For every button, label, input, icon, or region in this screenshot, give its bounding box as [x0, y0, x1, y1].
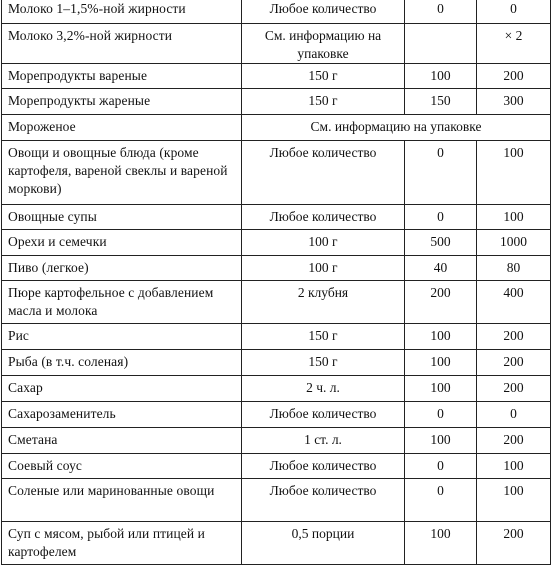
- amount-cell: Любое количество: [242, 453, 405, 478]
- value-cell: 0: [477, 0, 551, 23]
- table-row: [2, 427, 551, 453]
- product-name-cell: Молоко 1–1,5%-ной жирности: [2, 0, 242, 23]
- product-name-cell: Соевый соус: [2, 453, 242, 478]
- table-row: [2, 375, 551, 401]
- value-cell: 0: [405, 478, 477, 521]
- table-row: [2, 478, 551, 521]
- value-cell: 0: [405, 453, 477, 478]
- table-row: [2, 88, 551, 114]
- product-name-cell: Суп с мясом, рыбой или птицей и картофелем: [2, 521, 242, 564]
- amount-cell: Любое количество: [242, 140, 405, 204]
- amount-cell: 2 клубня: [242, 280, 405, 323]
- amount-cell: Любое количество: [242, 401, 405, 427]
- product-name-cell: Морепродукты жареные: [2, 88, 242, 114]
- table-row: [2, 323, 551, 349]
- amount-cell: 100 г: [242, 229, 405, 255]
- table-row: [2, 0, 551, 23]
- value-cell: 500: [405, 229, 477, 255]
- table-row: [2, 229, 551, 255]
- value-cell: 300: [477, 88, 551, 114]
- value-cell: 100: [405, 323, 477, 349]
- value-cell: 0: [477, 401, 551, 427]
- value-cell: 200: [477, 427, 551, 453]
- food-table: [1, 0, 551, 565]
- table-row: [2, 521, 551, 564]
- value-cell: 100: [405, 427, 477, 453]
- amount-cell: Любое количество: [242, 0, 405, 23]
- value-cell: 150: [405, 88, 477, 114]
- product-name-cell: Орехи и семечки: [2, 229, 242, 255]
- amount-cell: 150 г: [242, 323, 405, 349]
- amount-cell: 150 г: [242, 349, 405, 375]
- value-cell: 200: [477, 521, 551, 564]
- amount-cell: 0,5 порции: [242, 521, 405, 564]
- product-name-cell: Овощные супы: [2, 204, 242, 229]
- value-cell: 100: [477, 453, 551, 478]
- amount-cell: 150 г: [242, 88, 405, 114]
- value-cell: 100: [477, 204, 551, 229]
- table-row: [2, 140, 551, 204]
- product-name-cell: Сахар: [2, 375, 242, 401]
- value-cell: 100: [477, 140, 551, 204]
- value-cell: 200: [477, 375, 551, 401]
- value-cell: 0: [405, 204, 477, 229]
- product-name-cell: Пиво (легкое): [2, 255, 242, 280]
- product-name-cell: Мороженое: [2, 114, 242, 140]
- amount-info-cell: См. информацию на упаковке: [242, 114, 551, 140]
- table-row: [2, 349, 551, 375]
- value-cell: [405, 23, 477, 63]
- product-name-cell: Соленые или маринованные овощи: [2, 478, 242, 521]
- product-name-cell: Рыба (в т.ч. соленая): [2, 349, 242, 375]
- table-row: [2, 114, 551, 140]
- value-cell: 100: [405, 349, 477, 375]
- amount-cell: Любое количество: [242, 204, 405, 229]
- product-name-cell: Молоко 3,2%-ной жирности: [2, 23, 242, 63]
- table-row: [2, 255, 551, 280]
- table-row: [2, 63, 551, 88]
- value-cell: 100: [405, 63, 477, 88]
- table-row: [2, 23, 551, 63]
- value-cell: 200: [477, 349, 551, 375]
- value-cell: 0: [405, 140, 477, 204]
- table-row: [2, 453, 551, 478]
- value-cell: × 2: [477, 23, 551, 63]
- product-name-cell: Морепродукты вареные: [2, 63, 242, 88]
- value-cell: 100: [405, 375, 477, 401]
- value-cell: 0: [405, 0, 477, 23]
- value-cell: 200: [477, 63, 551, 88]
- value-cell: 200: [477, 323, 551, 349]
- table-row: [2, 401, 551, 427]
- product-name-cell: Овощи и овощные блюда (кроме картофеля, вареной свеклы и вареной моркови): [2, 140, 242, 204]
- amount-cell: 1 ст. л.: [242, 427, 405, 453]
- amount-cell: 100 г: [242, 255, 405, 280]
- value-cell: 1000: [477, 229, 551, 255]
- amount-cell: 150 г: [242, 63, 405, 88]
- value-cell: 0: [405, 401, 477, 427]
- table-row: [2, 204, 551, 229]
- value-cell: 200: [405, 280, 477, 323]
- amount-cell: 2 ч. л.: [242, 375, 405, 401]
- product-name-cell: Сахарозаменитель: [2, 401, 242, 427]
- table-row: [2, 280, 551, 323]
- value-cell: 100: [405, 521, 477, 564]
- amount-cell: См. информацию на упаковке: [242, 23, 405, 63]
- product-name-cell: Сметана: [2, 427, 242, 453]
- amount-cell: Любое количество: [242, 478, 405, 521]
- product-name-cell: Пюре картофельное с добавлением масла и молока: [2, 280, 242, 323]
- value-cell: 100: [477, 478, 551, 521]
- value-cell: 400: [477, 280, 551, 323]
- value-cell: 80: [477, 255, 551, 280]
- value-cell: 40: [405, 255, 477, 280]
- table-body: [2, 0, 551, 564]
- product-name-cell: Рис: [2, 323, 242, 349]
